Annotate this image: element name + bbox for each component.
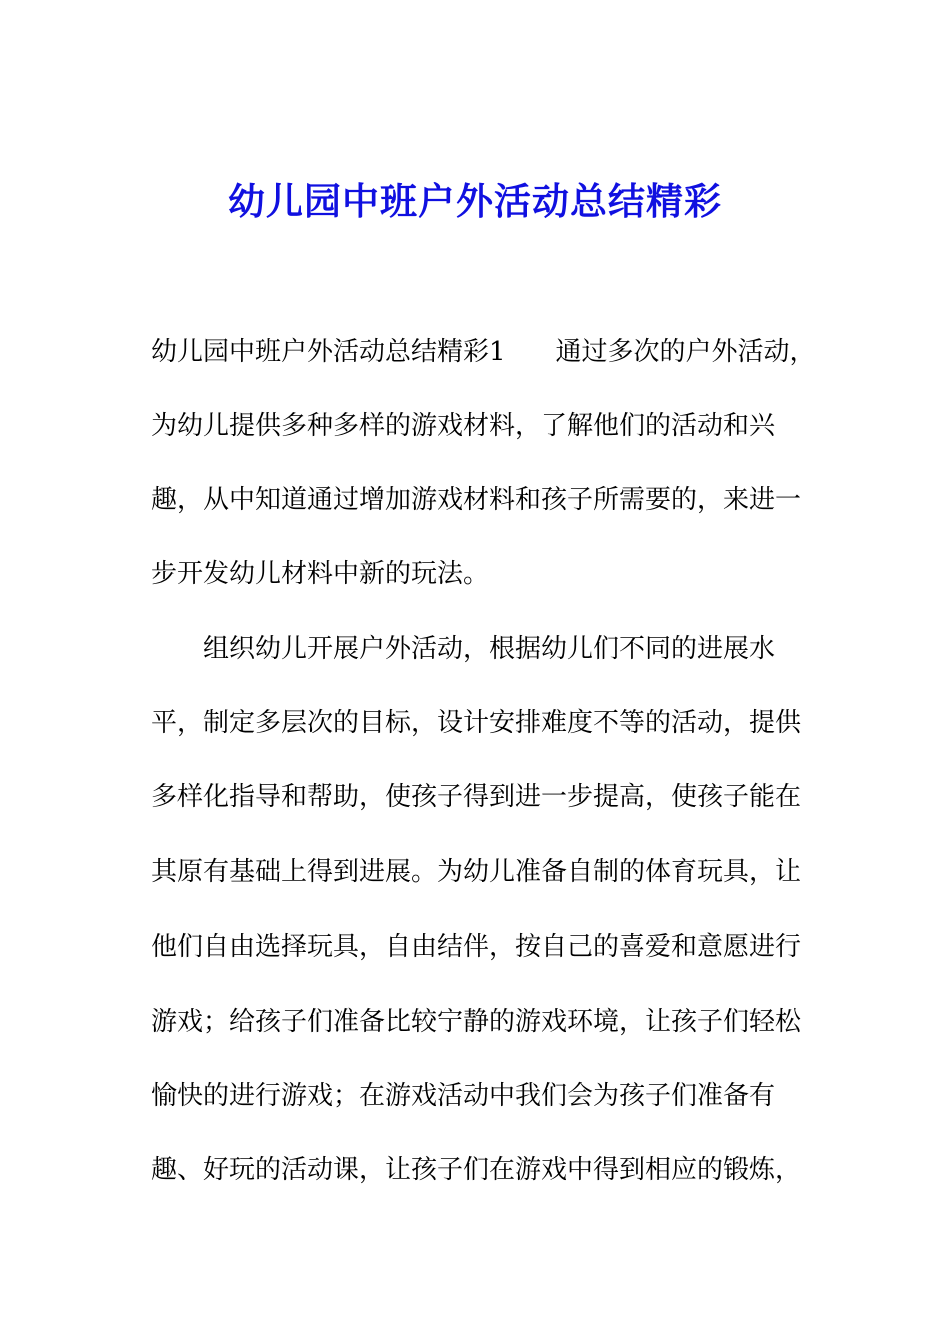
paragraph-line: 愉快的进行游戏；在游戏活动中我们会为孩子们准备有: [151, 1081, 776, 1111]
paragraph-line: 趣、好玩的活动课，让孩子们在游戏中得到相应的锻炼，: [151, 1155, 802, 1185]
paragraph-line: 他们自由选择玩具，自由结伴，按自己的喜爱和意愿进行: [151, 932, 802, 962]
paragraph-line: 平，制定多层次的目标，设计安排难度不等的活动，提供: [151, 708, 802, 738]
paragraph-line: 为幼儿提供多种多样的游戏材料，了解他们的活动和兴: [151, 411, 776, 441]
document-title: 幼儿园中班户外活动总结精彩: [228, 180, 722, 223]
paragraph-line: 趣，从中知道通过增加游戏材料和孩子所需要的，来进一: [151, 485, 802, 515]
paragraph-line: 步开发幼儿材料中新的玩法。: [151, 559, 490, 589]
paragraph-line: 多样化指导和帮助，使孩子得到进一步提高，使孩子能在: [151, 782, 802, 812]
section-heading: 幼儿园中班户外活动总结精彩1: [151, 337, 506, 367]
paragraph-text: 通过多次的户外活动，: [555, 337, 816, 367]
paragraph-line: 组织幼儿开展户外活动，根据幼儿们不同的进展水: [203, 634, 776, 664]
paragraph-line: 其原有基础上得到进展。为幼儿准备自制的体育玩具，让: [151, 857, 802, 887]
paragraph-line: [151, 334, 816, 370]
paragraph-line: 游戏；给孩子们准备比较宁静的游戏环境，让孩子们轻松: [151, 1007, 802, 1037]
